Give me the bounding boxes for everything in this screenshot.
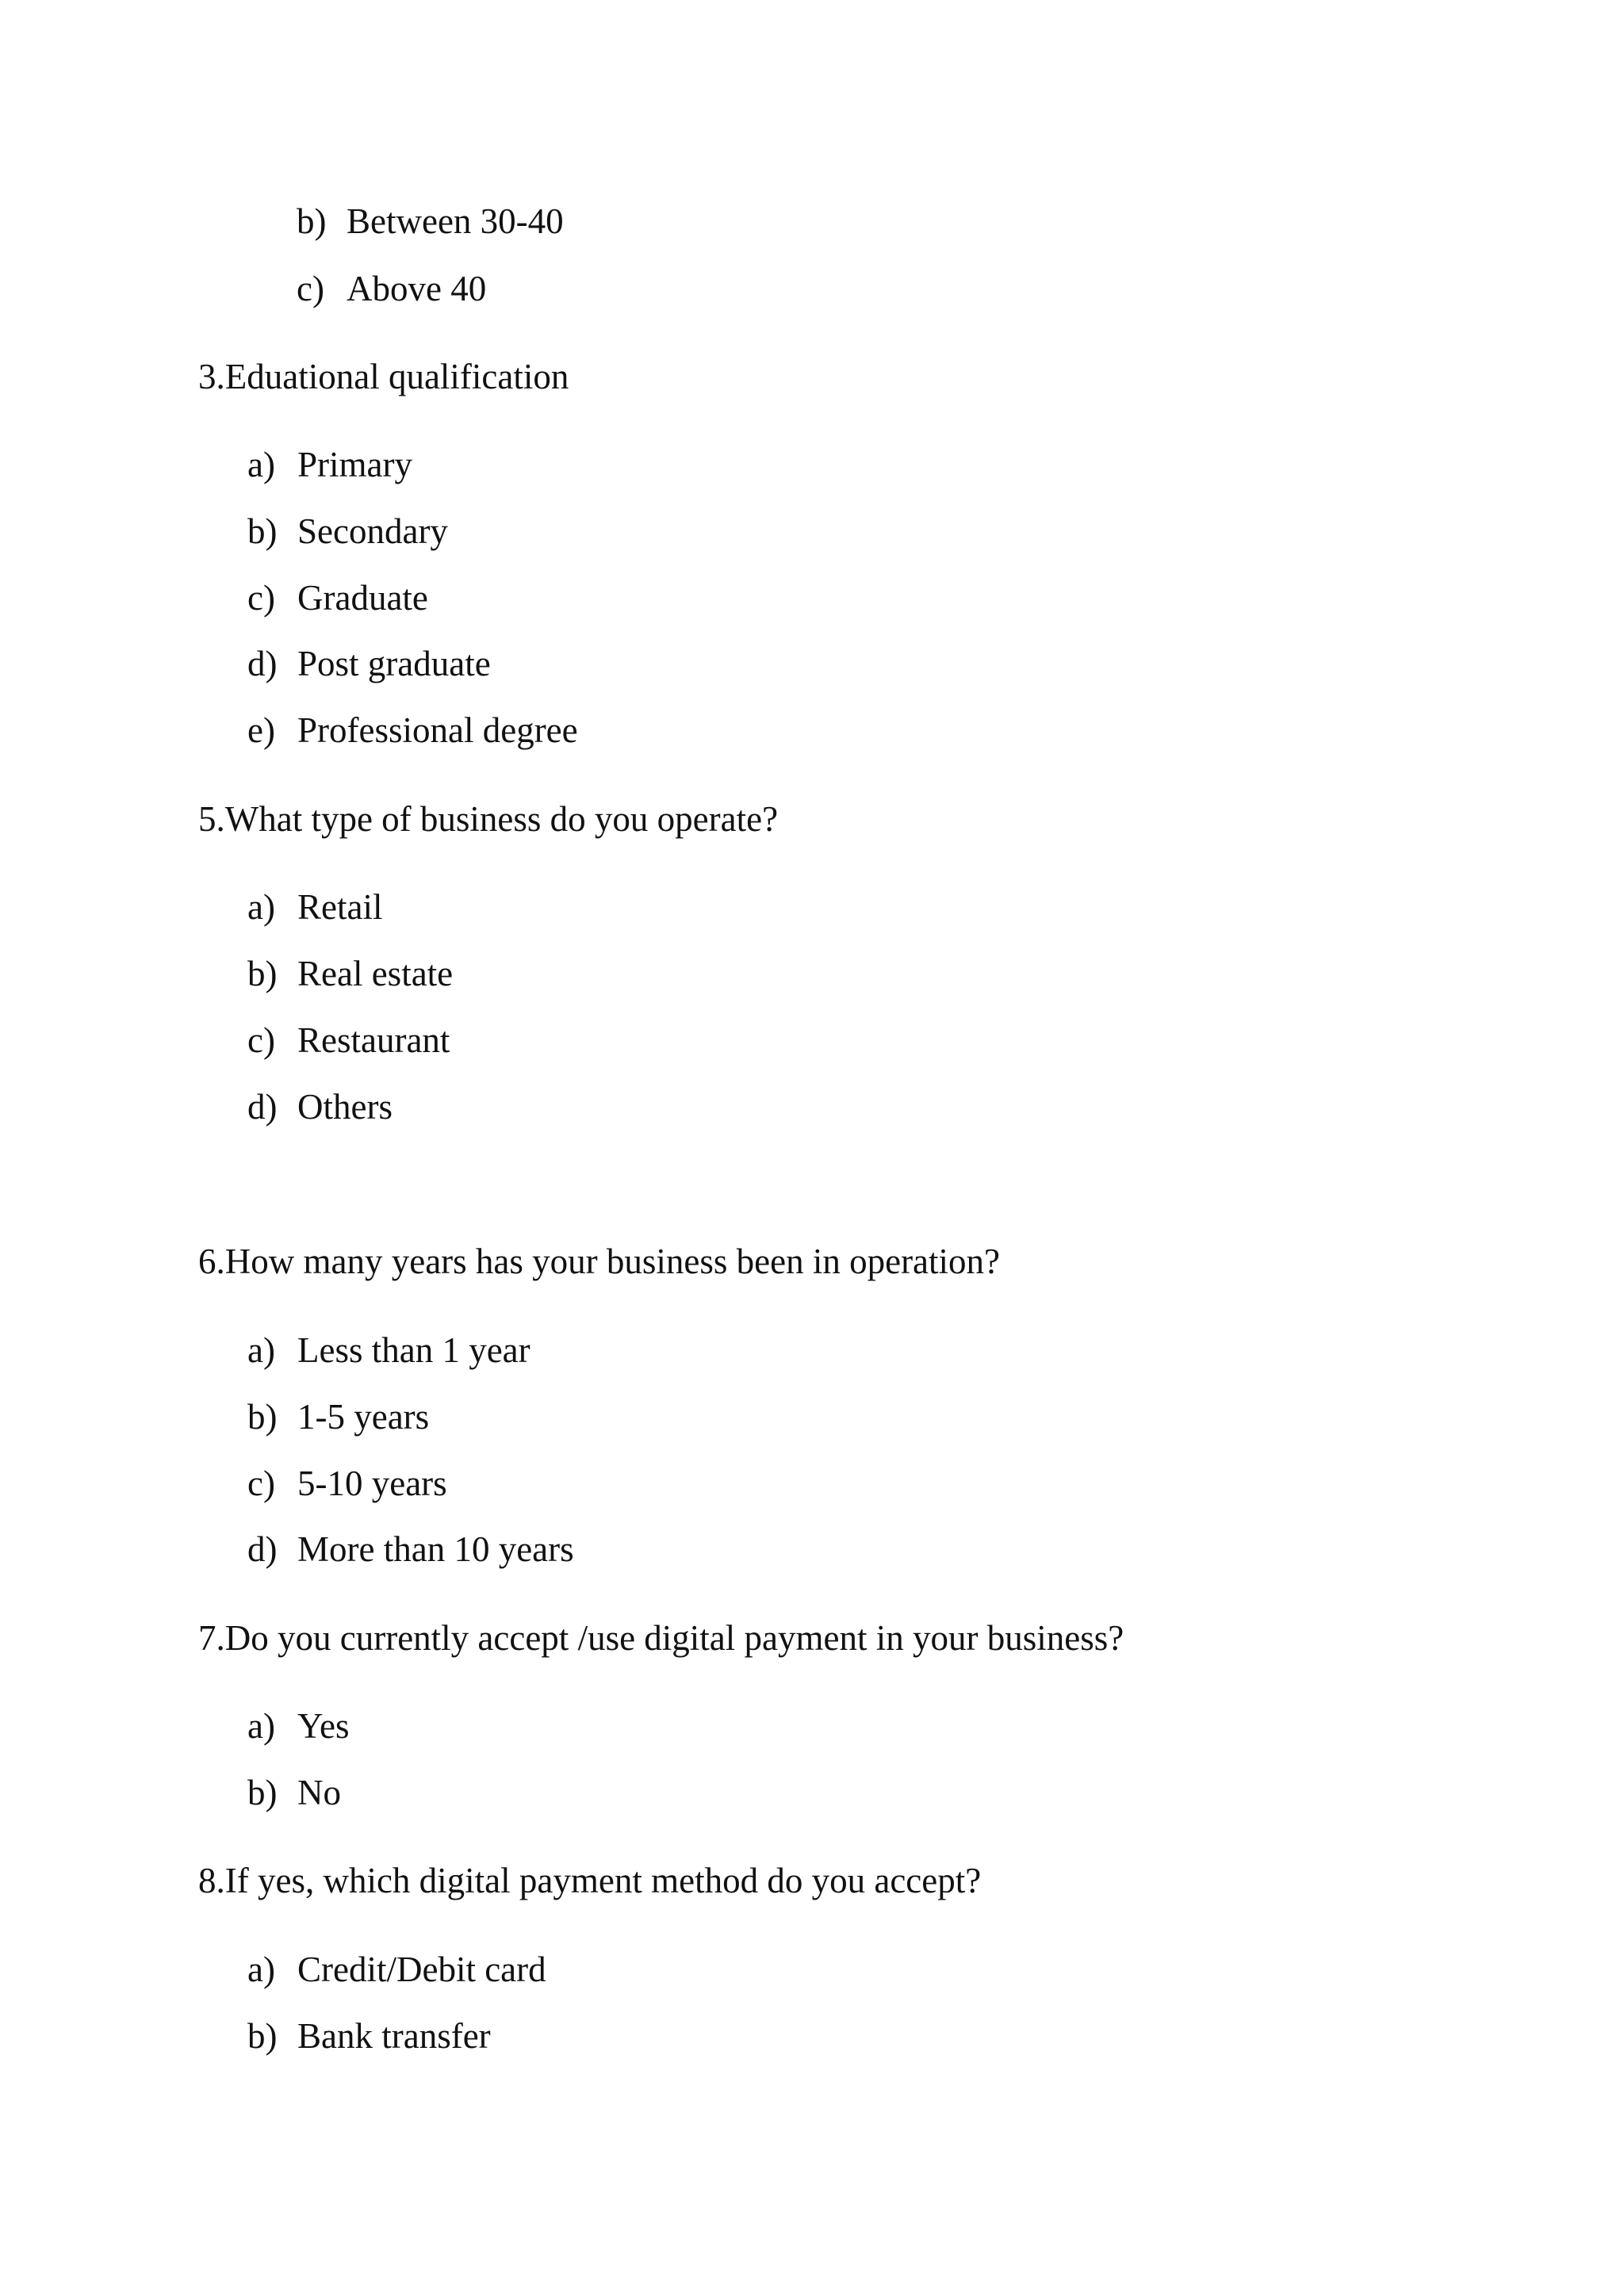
question-7-option-b (247, 1770, 341, 1815)
continued-option-b (297, 199, 564, 243)
option-marker: a) (247, 1706, 275, 1746)
option-text: Credit/Debit card (297, 1950, 546, 1989)
option-text: Bank transfer (297, 2016, 491, 2056)
question-5-option-c (247, 1018, 450, 1062)
option-marker: b) (247, 954, 278, 993)
option-text: Graduate (297, 578, 428, 618)
question-title-8: 8.If yes, which digital payment method do you accept? (198, 1861, 982, 1900)
question-3-option-e (247, 708, 578, 752)
option-marker: a) (247, 1330, 275, 1370)
option-text: Others (297, 1087, 393, 1127)
option-text: Between 30-40 (347, 201, 564, 241)
question-6-option-b (247, 1395, 429, 1439)
question-3-option-a (247, 442, 412, 487)
option-text: Yes (297, 1706, 350, 1746)
option-marker: b) (247, 1773, 278, 1812)
option-marker: c) (247, 1464, 275, 1503)
option-text: No (297, 1773, 341, 1812)
question-title-3: 3.Eduational qualification (198, 357, 569, 396)
question-6-option-a (247, 1328, 530, 1372)
question-3-option-c (247, 576, 428, 620)
option-text: Secondary (297, 511, 448, 551)
option-marker: a) (247, 887, 275, 927)
option-marker: d) (247, 1529, 278, 1569)
question-6-option-d (247, 1527, 574, 1571)
option-marker: d) (247, 644, 278, 683)
option-text: 1-5 years (297, 1397, 430, 1437)
question-3-option-b (247, 509, 448, 553)
option-marker: b) (247, 2016, 278, 2056)
continued-option-c (297, 266, 486, 311)
option-text: More than 10 years (297, 1529, 574, 1569)
option-text: Post graduate (297, 644, 491, 683)
question-title-7: 7.Do you currently accept /use digital payment in your business? (198, 1618, 1124, 1658)
option-marker: b) (297, 201, 327, 241)
option-text: Above 40 (347, 269, 487, 308)
question-5-option-a (247, 885, 382, 929)
option-text: Restaurant (297, 1020, 450, 1060)
question-title-6: 6.How many years has your business been in operation? (198, 1242, 1001, 1281)
option-marker: e) (247, 710, 275, 750)
option-text: Less than 1 year (297, 1330, 530, 1370)
option-marker: a) (247, 445, 275, 484)
option-text: 5-10 years (297, 1464, 447, 1503)
question-title-5: 5.What type of business do you operate? (198, 799, 779, 839)
question-5-option-d (247, 1085, 393, 1129)
option-marker: b) (247, 511, 278, 551)
option-marker: a) (247, 1950, 275, 1989)
question-8-option-b (247, 2014, 491, 2058)
question-3-option-d (247, 641, 491, 686)
question-5-option-b (247, 951, 453, 996)
option-text: Primary (297, 445, 412, 484)
option-marker: c) (247, 578, 275, 618)
option-marker: c) (297, 269, 324, 308)
option-text: Real estate (297, 954, 454, 993)
option-marker: d) (247, 1087, 278, 1127)
option-marker: b) (247, 1397, 278, 1437)
question-6-option-c (247, 1461, 447, 1506)
option-marker: c) (247, 1020, 275, 1060)
option-text: Professional degree (297, 710, 578, 750)
question-8-option-a (247, 1947, 546, 1992)
question-7-option-a (247, 1704, 349, 1748)
option-text: Retail (297, 887, 383, 927)
